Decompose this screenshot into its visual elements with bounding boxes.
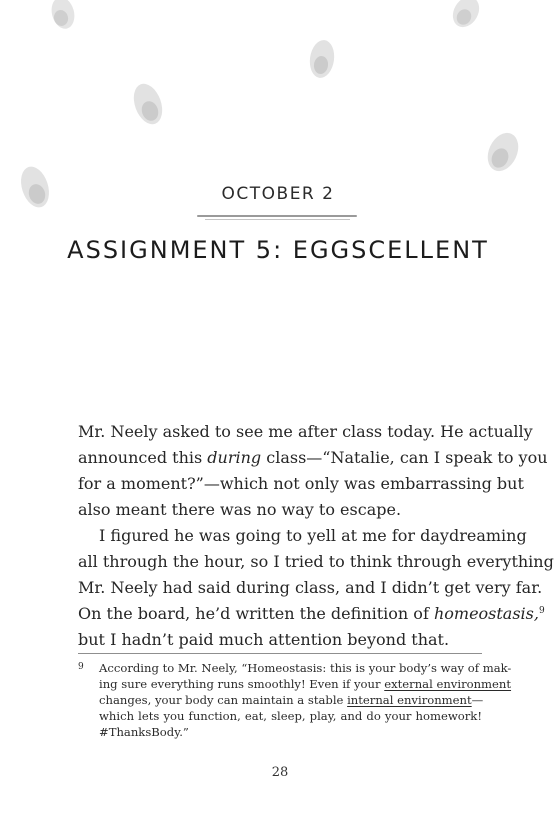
text-line: Mr. Neely had said during class, and I didn’t get very far.: [78, 578, 543, 597]
egg-illustration: [128, 76, 168, 132]
footnote: [78, 660, 512, 740]
text-span: announced this: [78, 448, 208, 467]
emphasis: during: [207, 448, 262, 467]
paragraph: [78, 419, 548, 523]
text-line: but I hadn’t paid much attention beyond that.: [78, 630, 450, 649]
page-number: 28: [271, 765, 289, 780]
date-underline-accent: [205, 219, 350, 220]
paragraph: [78, 523, 554, 653]
footnote-line: [99, 676, 512, 692]
egg-illustration: [306, 34, 338, 84]
footnote-line: [99, 692, 482, 708]
chapter-date: OCTOBER 2: [221, 184, 335, 204]
text-line: all through the hour, so I tried to think through everything: [78, 552, 554, 571]
chapter-title: ASSIGNMENT 5: EGGSCELLENT: [67, 236, 489, 264]
text-line: [78, 601, 545, 627]
text-line: also meant there was no way to escape.: [78, 500, 402, 519]
text-span: On the board, he’d written the definition of: [78, 604, 434, 623]
text-span: ing sure everything runs smoothly! Even if your: [99, 677, 385, 691]
text-line: I figured he was going to yell at me for daydreaming: [99, 526, 527, 545]
text-span: —: [471, 693, 484, 707]
text-line: [78, 445, 548, 471]
egg-illustration: [482, 124, 524, 180]
footnote-line: #ThanksBody.”: [99, 725, 189, 739]
text-line: Mr. Neely asked to see me after class today. He actually: [78, 422, 533, 441]
emphasis: homeostasis,: [433, 604, 539, 623]
footnote-line: which lets you function, eat, sleep, play, and do your homework!: [99, 709, 482, 723]
body-text: [78, 419, 554, 653]
underlined-term: internal environment: [347, 693, 472, 707]
egg-illustration: [448, 0, 484, 34]
text-span: changes, your body can maintain a stable: [99, 693, 348, 707]
egg-illustration: [50, 0, 76, 32]
footnote-divider: [78, 653, 482, 654]
footnote-body: [99, 660, 512, 740]
underlined-term: external environment: [384, 677, 512, 691]
footnote-reference: 9: [538, 606, 545, 616]
footnote-number: 9: [78, 662, 84, 672]
text-span: class—“Natalie, can I speak to you: [261, 448, 548, 467]
date-underline: [197, 215, 357, 217]
footnote-line: According to Mr. Neely, “Homeostasis: this is your body’s way of mak-: [99, 661, 512, 675]
text-line: for a moment?”—which not only was embarrassing but: [78, 474, 524, 493]
